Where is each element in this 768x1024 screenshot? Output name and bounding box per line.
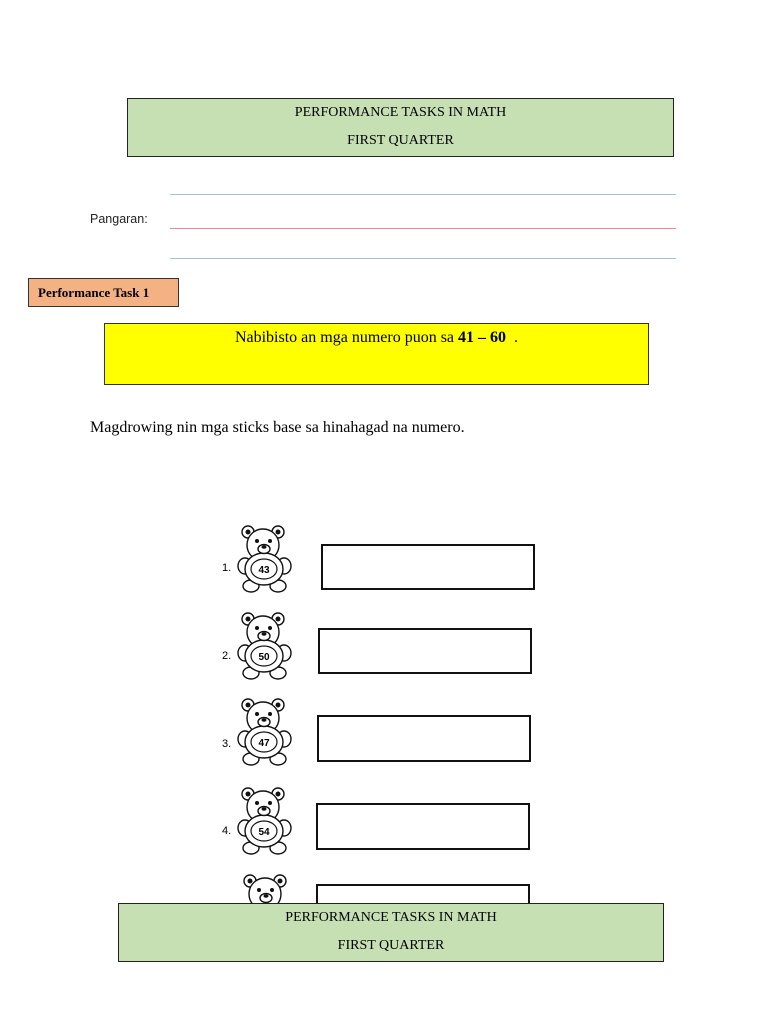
writing-line-bottom: [170, 258, 676, 259]
footer-subtitle: FIRST QUARTER: [337, 938, 445, 953]
task-badge: Performance Task 1: [28, 278, 179, 307]
bear-icon: [236, 786, 296, 856]
objective-text: Nabibisto an mga numero puon sa: [234, 329, 459, 346]
header-banner: [127, 98, 674, 157]
answer-box-2[interactable]: [318, 628, 532, 674]
writing-line-top: [170, 194, 676, 195]
bear-number: 50: [258, 652, 270, 663]
header-subtitle: FIRST QUARTER: [347, 133, 454, 148]
objective-range: 41 – 60: [458, 329, 507, 346]
item-number: 2.: [222, 650, 232, 662]
footer-banner: [118, 903, 664, 962]
bear-icon: [236, 697, 296, 767]
objective-banner: [104, 323, 649, 385]
answer-box-4[interactable]: [316, 803, 530, 850]
bear-number: 54: [258, 827, 270, 838]
instruction-text: Magdrowing nin mga sticks base sa hinahagad na numero.: [90, 419, 465, 436]
writing-line-middle[interactable]: [170, 228, 676, 229]
item-number: 1.: [222, 562, 232, 574]
objective-suffix: .: [506, 329, 519, 346]
bear-number: 43: [258, 565, 270, 576]
answer-box-3[interactable]: [317, 715, 531, 762]
answer-box-1[interactable]: [321, 544, 535, 590]
footer-title: PERFORMANCE TASKS IN MATH: [285, 910, 497, 925]
header-title: PERFORMANCE TASKS IN MATH: [294, 105, 507, 120]
item-number: 3.: [222, 738, 232, 750]
bear-icon: [236, 611, 296, 681]
bear-icon: [236, 524, 296, 594]
name-label: Pangaran:: [90, 212, 148, 226]
item-number: 4.: [222, 825, 232, 837]
bear-number: 47: [258, 738, 270, 749]
